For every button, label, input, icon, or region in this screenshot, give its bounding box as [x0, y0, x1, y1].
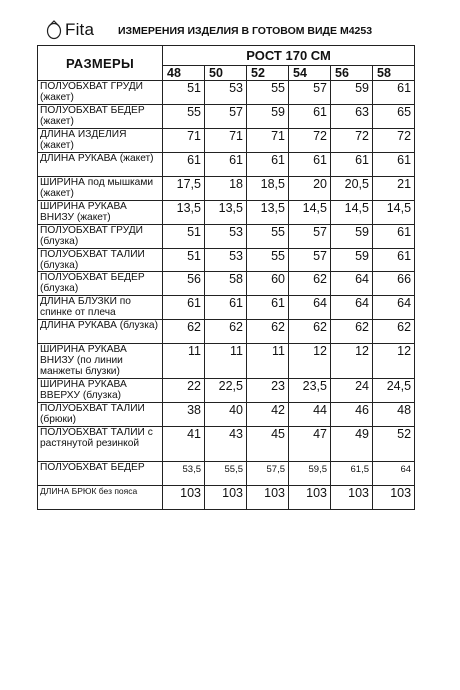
measurement-value: 61 — [373, 249, 415, 272]
page-header — [38, 18, 448, 42]
measurement-value: 14,5 — [331, 201, 373, 225]
measurement-value: 72 — [289, 129, 331, 153]
measurement-value: 103 — [289, 486, 331, 510]
brand-name: Fita — [65, 20, 95, 39]
measurement-value: 20 — [289, 177, 331, 201]
measurement-value: 59 — [331, 249, 373, 272]
height-header: РОСТ 170 СМ — [163, 46, 415, 66]
measurement-value: 24,5 — [373, 379, 415, 403]
measurement-value: 18,5 — [247, 177, 289, 201]
measurement-value: 61 — [289, 153, 331, 177]
measurement-label: ДЛИНА БЛУЗКИ по спинке от плеча — [38, 296, 163, 320]
measurement-value: 17,5 — [163, 177, 205, 201]
measurement-value: 22 — [163, 379, 205, 403]
measurement-value: 12 — [289, 344, 331, 379]
table-row — [38, 225, 415, 249]
measurement-value: 71 — [247, 129, 289, 153]
measurement-value: 57,5 — [247, 462, 289, 486]
measurement-value: 12 — [331, 344, 373, 379]
measurement-value: 72 — [373, 129, 415, 153]
measurement-label: ДЛИНА РУКАВА (жакет) — [38, 153, 163, 177]
measurement-label: ДЛИНА БРЮК без пояса — [38, 486, 163, 510]
measurement-value: 44 — [289, 403, 331, 427]
measurement-value: 61 — [247, 296, 289, 320]
table-row — [38, 153, 415, 177]
measurement-value: 71 — [163, 129, 205, 153]
measurement-value: 61 — [373, 81, 415, 105]
table-row — [38, 427, 415, 462]
measurement-value: 20,5 — [331, 177, 373, 201]
size-header-cell: 48 — [163, 66, 205, 81]
measurement-value: 65 — [373, 105, 415, 129]
measurement-value: 61 — [373, 225, 415, 249]
measurement-value: 51 — [163, 81, 205, 105]
measurement-value: 103 — [331, 486, 373, 510]
measurement-label: ПОЛУОБХВАТ ТАЛИИ (брюки) — [38, 403, 163, 427]
measurement-value: 103 — [373, 486, 415, 510]
table-row — [38, 486, 415, 510]
measurement-value: 61 — [163, 296, 205, 320]
measurement-value: 45 — [247, 427, 289, 462]
measurement-value: 13,5 — [247, 201, 289, 225]
measurement-value: 58 — [205, 272, 247, 296]
measurement-value: 48 — [373, 403, 415, 427]
measurement-value: 47 — [289, 427, 331, 462]
measurement-value: 42 — [247, 403, 289, 427]
measurement-value: 59,5 — [289, 462, 331, 486]
measurement-value: 64 — [289, 296, 331, 320]
measurement-value: 22,5 — [205, 379, 247, 403]
measurement-value: 63 — [331, 105, 373, 129]
measurement-value: 12 — [373, 344, 415, 379]
table-row — [38, 177, 415, 201]
size-header-cell: 56 — [331, 66, 373, 81]
sizes-header: РАЗМЕРЫ — [38, 46, 163, 81]
measurement-value: 51 — [163, 249, 205, 272]
measurement-value: 59 — [331, 81, 373, 105]
measurement-value: 41 — [163, 427, 205, 462]
table-row — [38, 379, 415, 403]
measurement-label: ШИРИНА РУКАВА ВНИЗУ (по линии манжеты блузки) — [38, 344, 163, 379]
measurement-value: 24 — [331, 379, 373, 403]
measurement-value: 13,5 — [205, 201, 247, 225]
measurement-label: ПОЛУОБХВАТ ГРУДИ (жакет) — [38, 81, 163, 105]
measurement-value: 23 — [247, 379, 289, 403]
table-row — [38, 403, 415, 427]
measurement-value: 11 — [163, 344, 205, 379]
measurement-value: 11 — [247, 344, 289, 379]
measurement-value: 55 — [247, 81, 289, 105]
table-row — [38, 272, 415, 296]
measurement-value: 64 — [373, 296, 415, 320]
measurement-value: 62 — [373, 320, 415, 344]
measurement-value: 23,5 — [289, 379, 331, 403]
measurement-value: 61 — [163, 153, 205, 177]
measurement-value: 62 — [205, 320, 247, 344]
measurement-value: 62 — [289, 320, 331, 344]
measurement-value: 61 — [205, 153, 247, 177]
size-header-cell: 58 — [373, 66, 415, 81]
measurements-body — [38, 81, 415, 510]
measurement-label: ПОЛУОБХВАТ БЕДЕР (блузка) — [38, 272, 163, 296]
measurement-value: 55 — [247, 225, 289, 249]
measurement-label: ШИРИНА РУКАВА ВВЕРХУ (блузка) — [38, 379, 163, 403]
measurement-value: 43 — [205, 427, 247, 462]
size-header-cell: 54 — [289, 66, 331, 81]
measurement-value: 53 — [205, 249, 247, 272]
measurement-value: 51 — [163, 225, 205, 249]
measurement-value: 61 — [331, 153, 373, 177]
measurement-label: ПОЛУОБХВАТ ТАЛИИ (блузка) — [38, 249, 163, 272]
table-row — [38, 249, 415, 272]
table-row — [38, 81, 415, 105]
measurement-value: 53 — [205, 225, 247, 249]
measurement-value: 53 — [205, 81, 247, 105]
measurement-value: 62 — [247, 320, 289, 344]
measurement-value: 11 — [205, 344, 247, 379]
measurement-value: 46 — [331, 403, 373, 427]
measurement-label: ПОЛУОБХВАТ БЕДЕР — [38, 462, 163, 486]
measurement-value: 103 — [205, 486, 247, 510]
measurement-value: 57 — [289, 81, 331, 105]
measurement-value: 103 — [163, 486, 205, 510]
measurement-value: 14,5 — [289, 201, 331, 225]
measurement-value: 103 — [247, 486, 289, 510]
measurement-value: 57 — [289, 249, 331, 272]
measurement-value: 14,5 — [373, 201, 415, 225]
measurement-value: 64 — [331, 272, 373, 296]
measurement-value: 62 — [163, 320, 205, 344]
measurement-label: ПОЛУОБХВАТ ГРУДИ (блузка) — [38, 225, 163, 249]
measurement-value: 60 — [247, 272, 289, 296]
measurement-value: 59 — [331, 225, 373, 249]
measurement-value: 61 — [205, 296, 247, 320]
measurement-value: 40 — [205, 403, 247, 427]
measurement-value: 66 — [373, 272, 415, 296]
measurement-label: ШИРИНА под мышками (жакет) — [38, 177, 163, 201]
measurement-value: 72 — [331, 129, 373, 153]
measurement-value: 62 — [331, 320, 373, 344]
measurement-value: 57 — [289, 225, 331, 249]
measurement-value: 13,5 — [163, 201, 205, 225]
measurement-value: 61 — [373, 153, 415, 177]
table-row — [38, 201, 415, 225]
measurement-value: 57 — [205, 105, 247, 129]
table-row — [38, 129, 415, 153]
measurement-value: 61 — [289, 105, 331, 129]
measurement-value: 55 — [247, 249, 289, 272]
measurement-label: ПОЛУОБХВАТ БЕДЕР (жакет) — [38, 105, 163, 129]
measurements-table — [37, 45, 415, 510]
measurement-value: 52 — [373, 427, 415, 462]
measurement-value: 61,5 — [331, 462, 373, 486]
measurement-value: 53,5 — [163, 462, 205, 486]
measurement-value: 55 — [163, 105, 205, 129]
measurement-value: 71 — [205, 129, 247, 153]
measurement-value: 49 — [331, 427, 373, 462]
table-row — [38, 462, 415, 486]
size-header-cell: 50 — [205, 66, 247, 81]
measurement-value: 56 — [163, 272, 205, 296]
measurement-value: 62 — [289, 272, 331, 296]
measurement-value: 18 — [205, 177, 247, 201]
measurement-label: ДЛИНА РУКАВА (блузка) — [38, 320, 163, 344]
document-title: ИЗМЕРЕНИЯ ИЗДЕЛИЯ В ГОТОВОМ ВИДЕ М4253 — [118, 25, 373, 37]
measurement-value: 64 — [331, 296, 373, 320]
measurement-value: 64 — [373, 462, 415, 486]
measurement-value: 55,5 — [205, 462, 247, 486]
measurement-value: 59 — [247, 105, 289, 129]
measurement-value: 21 — [373, 177, 415, 201]
table-row — [38, 320, 415, 344]
table-row — [38, 296, 415, 320]
measurement-value: 38 — [163, 403, 205, 427]
measurement-value: 61 — [247, 153, 289, 177]
table-row — [38, 344, 415, 379]
size-header-cell: 52 — [247, 66, 289, 81]
brand-logo-icon — [46, 20, 64, 42]
measurement-label: ПОЛУОБХВАТ ТАЛИИ с растянутой резинкой — [38, 427, 163, 462]
table-row — [38, 105, 415, 129]
measurement-label: ШИРИНА РУКАВА ВНИЗУ (жакет) — [38, 201, 163, 225]
measurement-label: ДЛИНА ИЗДЕЛИЯ (жакет) — [38, 129, 163, 153]
